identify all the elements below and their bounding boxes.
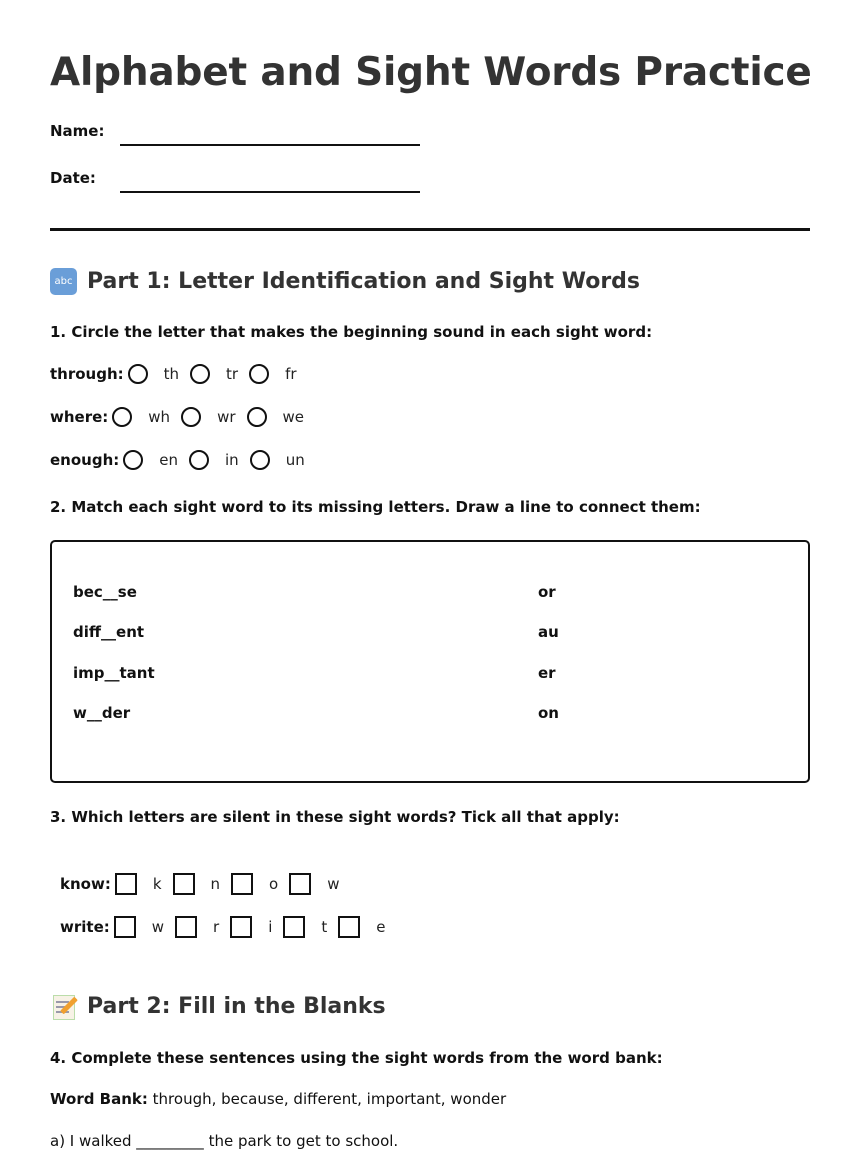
letter-text: i: [268, 918, 273, 936]
q3-row: [60, 873, 347, 895]
letter-text: t: [321, 918, 328, 936]
divider: [50, 228, 810, 231]
part1-heading: [50, 268, 640, 295]
checkbox[interactable]: [175, 916, 197, 938]
letter-text: e: [376, 918, 386, 936]
circle-option[interactable]: [249, 364, 269, 384]
word-bank-label: Word Bank:: [50, 1090, 148, 1108]
matching-box[interactable]: [50, 540, 810, 783]
option-text: wh: [148, 408, 171, 426]
checkbox[interactable]: [289, 873, 311, 895]
letter-text: w: [327, 875, 340, 893]
date-label: Date:: [50, 169, 96, 187]
option-text: tr: [226, 365, 239, 383]
checkbox[interactable]: [114, 916, 136, 938]
circle-option[interactable]: [123, 450, 143, 470]
part2-heading: [50, 993, 386, 1020]
q3-row: [60, 916, 393, 938]
sentence-a[interactable]: a) I walked _________ the park to get to school.: [50, 1132, 399, 1150]
memo-icon: [50, 993, 77, 1020]
option-text: un: [285, 451, 305, 469]
q1-row-word: through:: [50, 365, 124, 383]
option-text: en: [159, 451, 179, 469]
checkbox[interactable]: [283, 916, 305, 938]
date-line[interactable]: [120, 191, 420, 193]
question-3: 3. Which letters are silent in these sight words? Tick all that apply:: [50, 808, 620, 826]
match-letters[interactable]: on: [538, 704, 559, 722]
match-word[interactable]: diff__ent: [73, 623, 145, 641]
match-letters[interactable]: er: [538, 664, 556, 682]
letter-text: n: [210, 875, 221, 893]
question-1: 1. Circle the letter that makes the beginning sound in each sight word:: [50, 323, 653, 341]
circle-option[interactable]: [250, 450, 270, 470]
q1-row: [50, 407, 311, 427]
q1-row-word: enough:: [50, 451, 120, 469]
option-text: we: [282, 408, 304, 426]
word-bank: [50, 1090, 506, 1108]
q3-row-word: know:: [60, 875, 111, 893]
circle-option[interactable]: [189, 450, 209, 470]
option-text: fr: [285, 365, 297, 383]
page-title: Alphabet and Sight Words Practice: [50, 50, 812, 95]
checkbox[interactable]: [173, 873, 195, 895]
q1-row: [50, 364, 304, 384]
circle-option[interactable]: [247, 407, 267, 427]
circle-option[interactable]: [181, 407, 201, 427]
match-letters[interactable]: or: [538, 583, 556, 601]
option-text: wr: [217, 408, 236, 426]
match-word[interactable]: w__der: [73, 704, 131, 722]
option-text: th: [163, 365, 180, 383]
name-field: [50, 122, 104, 140]
letter-text: w: [151, 918, 165, 936]
q3-row-word: write:: [60, 918, 110, 936]
letter-text: k: [152, 875, 162, 893]
date-field: [50, 169, 96, 187]
abc-icon: abc: [50, 268, 77, 295]
part1-heading-text: Part 1: Letter Identification and Sight Words: [87, 269, 641, 294]
match-word[interactable]: imp__tant: [73, 664, 155, 682]
letter-text: r: [213, 918, 220, 936]
checkbox[interactable]: [230, 916, 252, 938]
name-label: Name:: [50, 122, 105, 140]
match-letters[interactable]: au: [538, 623, 559, 641]
q1-row-word: where:: [50, 408, 109, 426]
circle-option[interactable]: [128, 364, 148, 384]
match-word[interactable]: bec__se: [73, 583, 137, 601]
question-4: 4. Complete these sentences using the sight words from the word bank:: [50, 1049, 663, 1067]
letter-text: o: [269, 875, 279, 893]
question-2: 2. Match each sight word to its missing letters. Draw a line to connect them:: [50, 498, 701, 516]
name-line[interactable]: [120, 144, 420, 146]
q1-row: [50, 450, 312, 470]
option-text: in: [225, 451, 239, 469]
checkbox[interactable]: [231, 873, 253, 895]
word-bank-words: through, because, different, important, wonder: [152, 1090, 507, 1108]
checkbox[interactable]: [115, 873, 137, 895]
circle-option[interactable]: [112, 407, 132, 427]
circle-option[interactable]: [190, 364, 210, 384]
part2-heading-text: Part 2: Fill in the Blanks: [87, 994, 386, 1019]
checkbox[interactable]: [338, 916, 360, 938]
